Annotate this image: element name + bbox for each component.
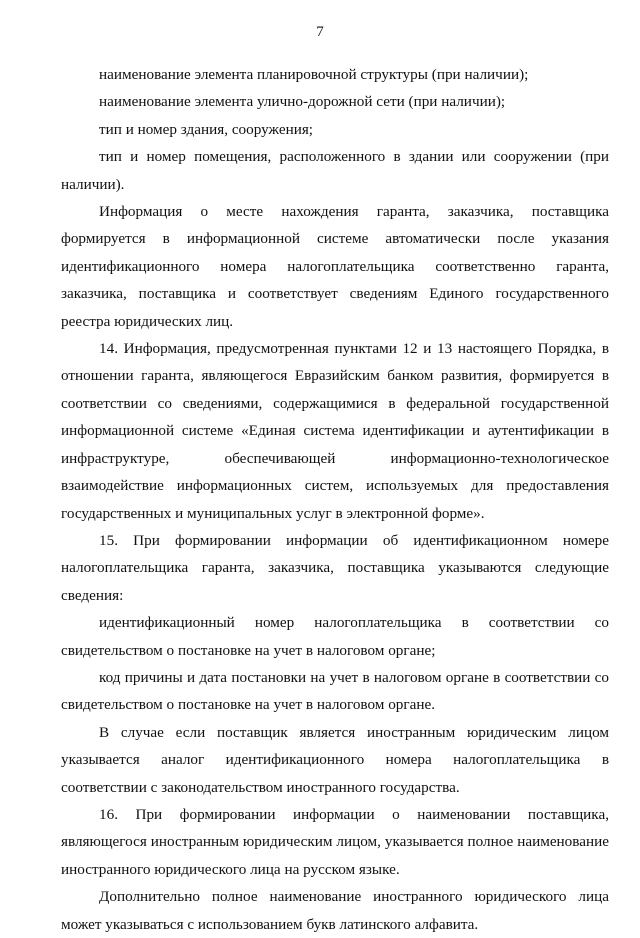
paragraph-clause-15: 15. При формировании информации об идентификационном номере налогоплательщика гаранта, заказчика, поставщика указываются следующие сведения: [61,531,609,604]
document-body [61,61,609,938]
paragraph-planning-element: наименование элемента планировочной структуры (при наличии); [99,66,529,83]
paragraph-building-type: тип и номер здания, сооружения; [99,120,314,138]
paragraph-road-network-element: наименование элемента улично-дорожной сети (при наличии); [99,93,506,111]
paragraph-location-info: Информация о месте нахождения гаранта, заказчика, поставщика формируется в информационной системе автоматически после указания идентификационного номера налогоплательщика соответственно гаранта, заказчика, поставщика и соответствует сведениям Единого государственного реестра юридических лиц. [61,203,609,330]
paragraph-kpp: код причины и дата постановки на учет в налоговом органе в соответствии со свидетельством о постановке на учет в налоговом органе. [61,668,609,714]
paragraph-foreign-supplier: В случае если поставщик является иностранным юридическим лицом указывается аналог идентификационного номера налогоплательщика в соответствии с законодательством иностранного государства. [61,723,609,796]
paragraph-latin-name: Дополнительно полное наименование иностранного юридического лица может указываться с использованием букв латинского алфавита. [61,888,609,933]
paragraph-premises-type: тип и номер помещения, расположенного в здании или сооружении (при наличии). [61,148,609,193]
paragraph-clause-14: 14. Информация, предусмотренная пунктами 12 и 13 настоящего Порядка, в отношении гаранта, являющегося Евразийским банком развития, формируется в соответствии со сведениями, содержащимися в федеральной государственной информационной системе «Единая система идентификации и аутентификации в инфраструктуре, обеспечивающей информационно-технологическое взаимодействие информационных систем, используемых для предоставления государственных и муниципальных услуг в электронной форме». [61,340,609,522]
paragraph-inn: идентификационный номер налогоплательщика в соответствии со свидетельством о постановке на учет в налоговом органе; [61,614,609,659]
page-number: 7 [316,24,324,40]
paragraph-clause-16: 16. При формировании информации о наименовании поставщика, являющегося иностранным юридическим лицом, указывается полное наименование иностранного юридического лица на русском языке. [61,805,609,878]
